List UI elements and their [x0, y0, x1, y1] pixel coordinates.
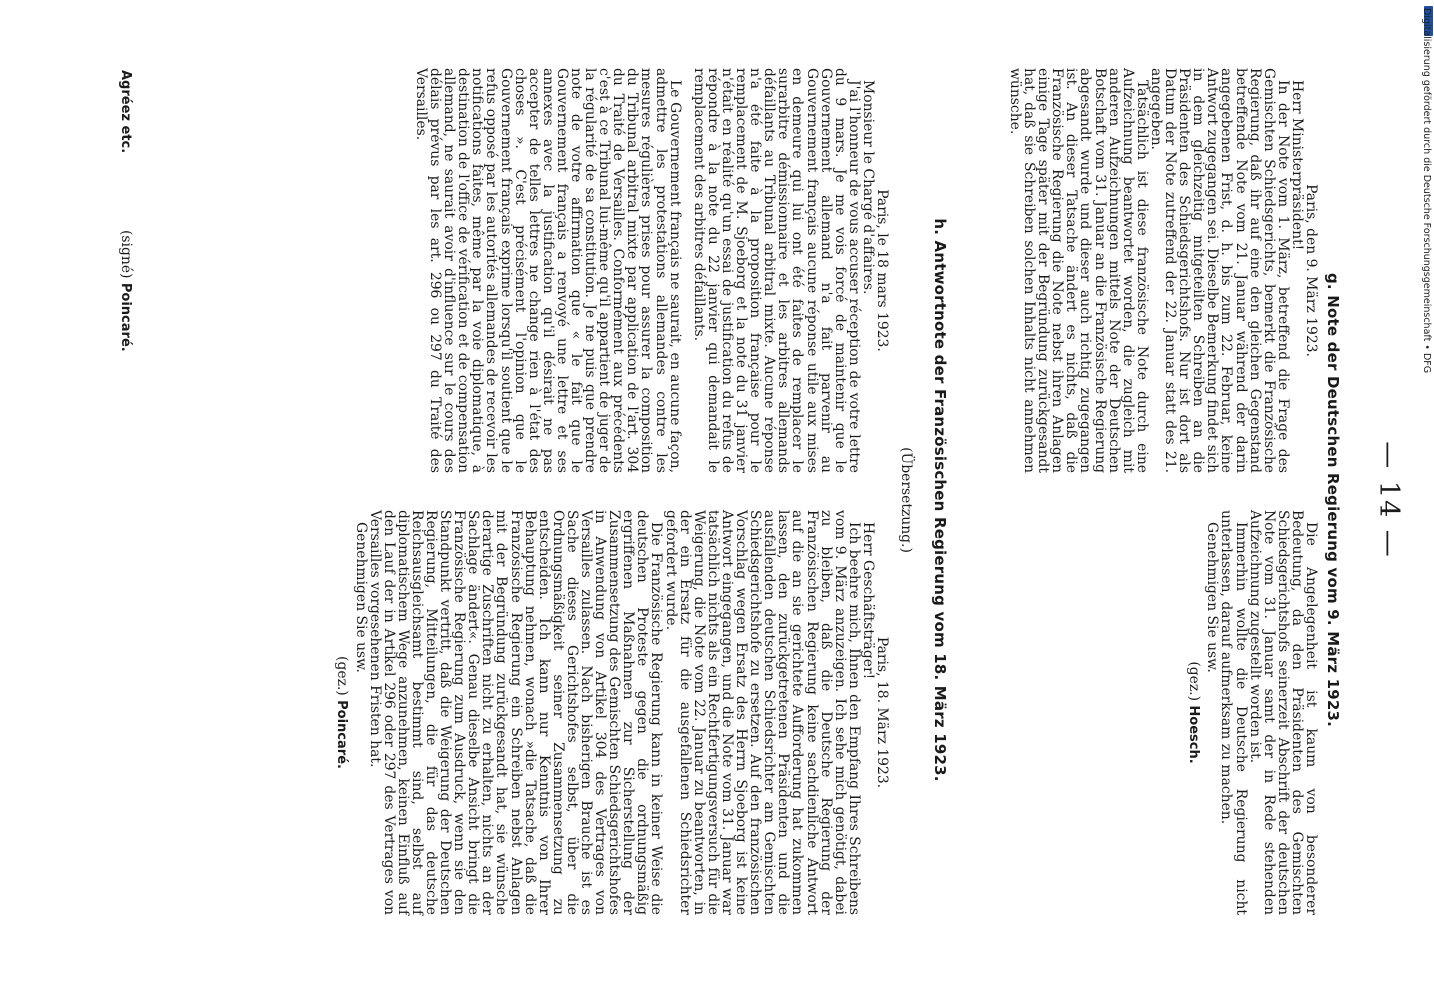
section-g-title: g. Note der Deutschen Regierung vom 9. März 1923. [1324, 272, 1342, 728]
side-credit-text: Digitalisierung gefördert durch die Deutsche Forschungsgemeinschaft • DFG [1421, 8, 1432, 374]
section-g-paragraph-1: In der Note vom 1. März, betreffend die Frage des Gemischten Schiedsgerichts, bemerkt die Französische Regierung, daß ihr auf eine den gleichen Gegenstand betreffende Note vom 21. Januar während der darin angegebenen Frist, d. h. bis zum 22. Februar, keine Antwort zugegangen sei. Dieselbe Bemerkung findet sich in dem gleichzeitig mitgeteilten Schreiben an die Präsidenten des Schiedsgerichtshofs. Nur ist dort als Datum der Note zutreffend der 22. Januar statt des 21. angegeben. [1147, 68, 1291, 473]
section-g-closing: Genehmigen Sie usw. [1204, 522, 1221, 673]
german-signature-prefix: (gez.) [334, 656, 351, 696]
french-closing: Agréez etc. [118, 70, 133, 154]
french-signature-name: Poincaré. [118, 282, 133, 352]
section-g-signature-name: Hoesch. [1186, 705, 1202, 764]
german-salutation: Herr Geschäftsträger! [859, 522, 876, 680]
section-g-paragraph-3: Die Angelegenheit ist kaum von besonderer Bedeutung, da den Präsidenten des Gemischten Schiedsgerichtshofs seinerzeit Abschrift der deutschen Note vom 31. Januar samt der in Rede stehenden Aufzeichnung zugestellt worden ist. [1246, 510, 1319, 915]
section-g-right-column [973, 510, 1318, 915]
german-paragraph-2: Die Französische Regierung kann in keiner Weise die deutschen Proteste gegen die ordnungsmäßig ergriffenen Maßnahmen zur Sicherstellung der Zusammensetzung des Gemischten Schiedsgerichtshofes in Anwendung von Artikel 304 des Vertrages von Versailles zulassen. Nach bisherigen Brauche ist es Sache dieses Gerichtshofes selbst, über die Ordnungsmäßigkeit seiner Zusammensetzung zu entscheiden. Ich kann nur Kenntnis von Ihrer Behauptung nehmen, wonach »die Tatsache, daß die Französische Regierung ein Schreiben nebst Anlagen mit der Begründung zurückgesandt hat, sie wünsche derartige Zuschriften nicht zu erhalten, nichts an der Sachlage ändert«. Genau dieselbe Ansicht bringt die Französische Regierung zum Ausdruck, wenn sie den Standpunkt vertritt, daß die Weigerung der Deutschen Regierung, Mitteilungen, die für das deutsche Reichsausgleichsamt bestimmt sind, selbst auf diplomatischem Wege anzunehmen, keinen Einfluß auf den Lauf der in Artikel 296 oder 297 des Vertrages von Versailles vorgesehenen Fristen hat. [366, 510, 665, 915]
french-closing-block [118, 70, 134, 153]
french-signature [118, 230, 134, 352]
french-paragraph-2: Le Gouvernement français ne saurait, en aucune façon, admettre les protestations allemandes contre les mesures régulières prises pour assurer la composition du Tribunal arbitral mixte par application de l'art. 304 du Traité de Versailles. Conformément aux précédents c'est à ce Tribunal lui-même qu'il appartient de juger de la régularité de sa constitution. Je ne puis que prendre note de votre affirmation que « le fait que le Gouvernement français a renvoyé une lettre et ses annexes avec la justification qu'il désirait ne pas accepter de telles lettres ne change rien à l'état des choses ». C'est précisément l'opinion que le Gouvernement français exprime lorsqu'il soutient que le refus opposé par les autorités allemandes de recevoir les notifications faites, même par la voie diplomatique, à destination de l'office de vérification et de compensation allemand, ne saurait avoir d'influence sur le cours des délais prévus par les art. 296 ou 297 du Traité des Versailles. [413, 68, 683, 473]
section-g-left-column [973, 68, 1318, 473]
section-g-signature-prefix: (gez.) [1186, 661, 1203, 701]
section-g-salutation: Herr Ministerpräsident! [1288, 80, 1305, 251]
french-paragraph-1: J'ai l'honneur de vous accuser réception de votre lettre du 9 mars. Je me vois forcé de maintenir que le Gouvernement allemand n'a fait parvenir au Gouvernement français aucune réponse utile aux mises en demeure qui lui ont été faites de remplacer le surarbitre démissionnaire et les arbitres allemands défaillants au Tribunal arbitral mixte. Aucune réponse n'a été faite à la proposition française pour le remplacement de M. Sjoeborg et la note du 31 janvier n'était en réalité qu'un essai de justification du refus de répondre à la note du 22 janvier qui demandait le remplacement des arbitres défaillants. [690, 68, 862, 473]
translation-note: (Übersetzung.) [898, 447, 914, 553]
section-g-date: Paris, den 9. März 1923. [1303, 184, 1319, 357]
french-salutation: Monsieur le Chargé d'affaires. [859, 80, 876, 295]
section-g-paragraph-2: Tatsächlich ist diese französische Note durch eine Aufzeichnung beantwortet worden, die zugleich mit anderen Aufzeichnungen mittels Note der Deutschen Botschaft vom 31. Januar an die Französische Regierung abgesandt wurde und dieser auch richtig zugegangen ist. An dieser Tatsache ändert es nichts, daß die Französische Regierung die Note nebst ihren Anlagen einige Tage später mit der Begründung zurückgesandt hat, daß sie Schreiben solchen Inhalts nicht annehmen wünsche. [1007, 68, 1150, 473]
german-paragraph-1: Ich beehre mich, Ihnen den Empfang Ihres Schreibens vom 9. März anzuzeigen. Ich sehe mich genötigt, dabei zu bleiben, daß die Deutsche Regierung der Französischen Regierung keine sachdienliche Antwort auf die an sie gerichtete Aufforderung hat zukommen lassen, den zurückgetretenen Präsidenten und die ausfallenden deutschen Schiedsrichter am Gemischten Schiedsgerichtshofe zu ersetzen. Auf den französischen Vorschlag wegen Ersatz des Herrn Sjoeborg ist keine Antwort eingegangen, und die Note vom 31. Januar war tatsächlich nichts als ein Rechtfertigungsversuch für die Weigerung, die Note vom 22. Januar zu beantworten, in der ein Ersatz für die ausgefallenen Schiedsrichter gefordert wurde. [662, 510, 862, 915]
section-h-german-column [334, 510, 890, 915]
german-signature [334, 510, 349, 915]
section-h-french-column [413, 68, 890, 473]
french-date: Paris, le 18 mars 1923. [874, 189, 890, 352]
german-closing: Genehmigen Sie usw. [352, 522, 369, 673]
section-g-signature [1186, 510, 1201, 915]
page-number: — 14 — [1373, 441, 1404, 559]
french-signature-prefix: (signé) [118, 230, 134, 279]
section-g-paragraph-2-start [1008, 68, 1149, 473]
german-signature-name: Poincaré. [334, 700, 350, 769]
side-credit [1422, 8, 1434, 708]
section-h-title: h. Antwortnote der Französischen Regierung vom 18. März 1923. [931, 218, 949, 782]
section-g-paragraph-4: Immerhin wollte die Deutsche Regierung nicht unterlassen, darauf aufmerksam zu machen. [1218, 510, 1249, 915]
german-date: Paris, 18. März 1923. [874, 636, 890, 789]
